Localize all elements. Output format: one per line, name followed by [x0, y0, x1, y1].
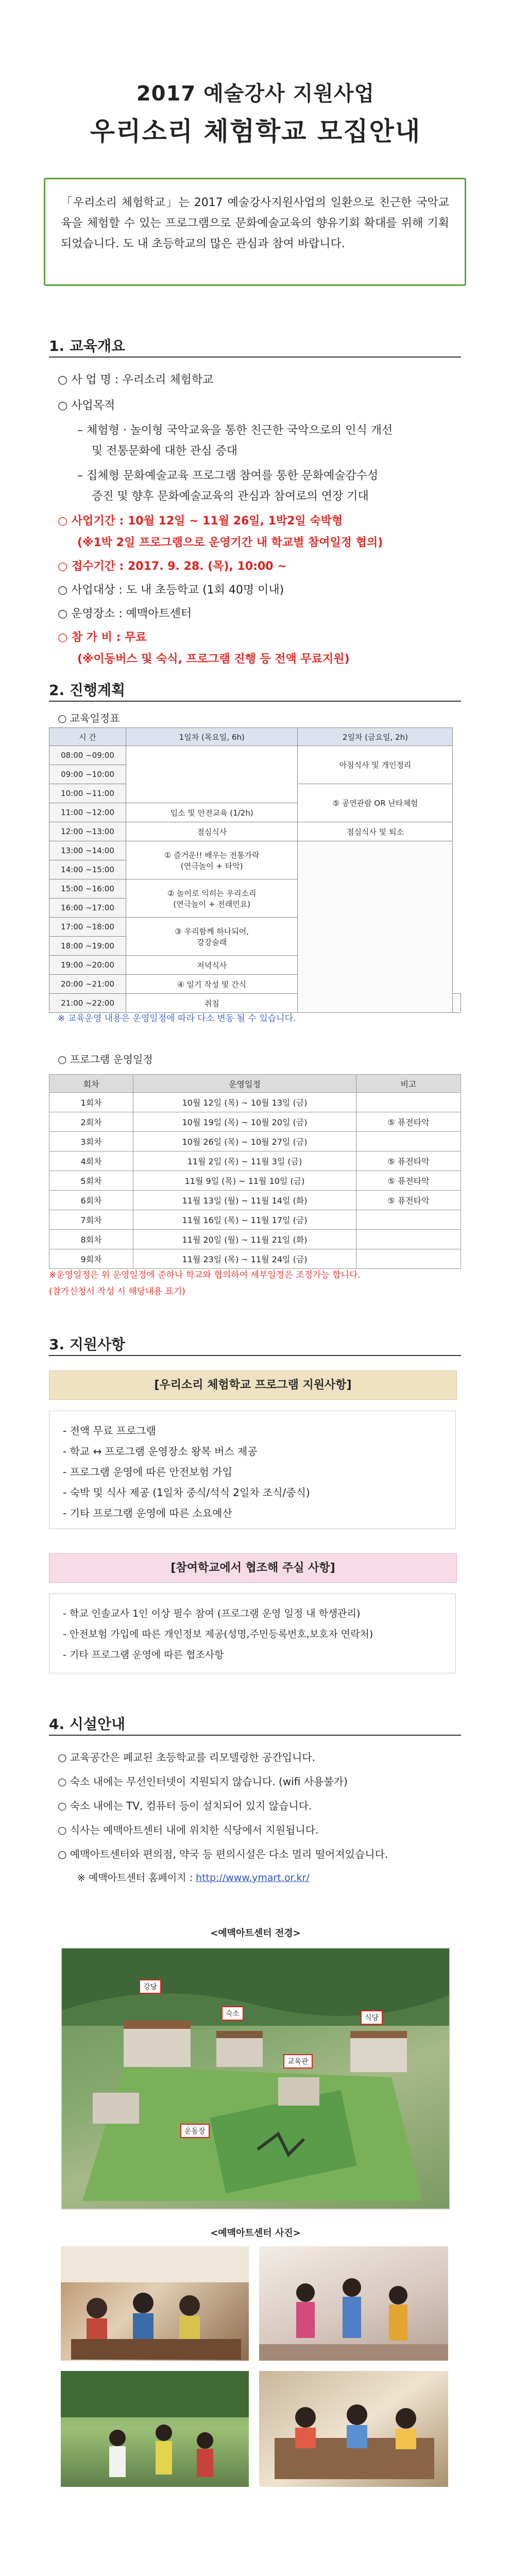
time-cell: 20:00 ~21:00 — [49, 975, 126, 994]
day2-cell: 아침식사 및 개인정리 — [298, 746, 453, 784]
round-cell: 6회차 — [49, 1191, 133, 1210]
time-cell: 16:00 ~17:00 — [49, 899, 126, 918]
round-cell: 1회차 — [49, 1093, 133, 1112]
photo-activity — [259, 2246, 448, 2361]
section-heading-facility: 4. 시설안내 — [49, 1716, 126, 1733]
time-cell: 09:00 ~10:00 — [49, 765, 126, 784]
business-name: ○ 사 업 명 : 우리소리 체험학교 — [58, 374, 214, 386]
daily-schedule-label: ○ 교육일정표 — [58, 712, 120, 724]
round-cell: 3회차 — [49, 1132, 133, 1151]
round-cell: 2회차 — [49, 1112, 133, 1132]
cooperation-box-title: [참여학교에서 협조해 주실 사항] — [49, 1553, 457, 1583]
note-cell — [356, 1093, 461, 1112]
col-header: 비고 — [356, 1075, 461, 1093]
day1-cell: 저녁식사 — [126, 956, 298, 975]
program-note-1: ※운영일정은 위 운영일정에 준하나 학교와 협의하여 세부일정은 조정가능 합니다. — [49, 1270, 361, 1280]
photo-classroom — [61, 2246, 249, 2361]
facility-item: ○ 예맥아트센터와 편의점, 약국 등 편의시설은 다소 멀리 떨어져있습니다. — [58, 1848, 388, 1860]
time-cell: 10:00 ~11:00 — [49, 784, 126, 803]
support-box — [49, 1411, 456, 1529]
table-row — [49, 1171, 461, 1191]
col-header: 1일차 (목요일, 6h) — [126, 728, 298, 746]
list-item: - 학교 ↔ 프로그램 운영장소 왕복 버스 제공 — [63, 1445, 258, 1458]
list-item: - 학교 인솔교사 1인 이상 필수 참여 (프로그램 운영 일정 내 학생관리) — [63, 1608, 361, 1619]
day1-cell: ② 놀이로 익히는 우리소리 (연극놀이 + 전래민요) — [126, 879, 298, 918]
date-cell: 10월 26일 (목) ~ 10월 27일 (금) — [133, 1132, 356, 1151]
aerial-caption: <예맥아트센터 전경> — [210, 1928, 301, 1939]
aerial-illustration — [62, 1948, 449, 2209]
round-cell: 4회차 — [49, 1151, 133, 1171]
program-schedule-table — [49, 1074, 461, 1269]
date-cell: 11월 2일 (목) ~ 11월 3일 (금) — [133, 1151, 356, 1171]
target: ○ 사업대상 : 도 내 초등학교 (1회 40명 이내) — [58, 584, 284, 597]
time-cell: 15:00 ~16:00 — [49, 879, 126, 899]
note-cell — [356, 1210, 461, 1230]
support-box-title: [우리소리 체험학교 프로그램 지원사항] — [49, 1370, 457, 1400]
intro-box: 「우리소리 체험학교」는 2017 예술강사지원사업의 일환으로 친근한 국악교육을 체험할 수 있는 프로그램으로 문화예술교육의 향유기회 확대를 위해 기획되었습니다. 도 내 초등학교의 많은 관심과 참여 바랍니다. — [44, 178, 466, 286]
cooperation-box — [49, 1594, 456, 1673]
date-cell: 10월 19일 (목) ~ 10월 20일 (금) — [133, 1112, 356, 1132]
date-cell: 11월 16일 (목) ~ 11월 17일 (금) — [133, 1210, 356, 1230]
period-note: (※1박 2일 프로그램으로 운영기간 내 학교별 참여일정 협의) — [77, 536, 383, 549]
col-header: 2일차 (금요일, 2h) — [298, 728, 453, 746]
map-label: 강당 — [139, 1979, 161, 1994]
round-cell: 8회차 — [49, 1230, 133, 1249]
daily-schedule-table — [49, 727, 461, 1013]
round-cell: 7회차 — [49, 1210, 133, 1230]
photo-craft-illustration — [259, 2371, 448, 2487]
table-row — [49, 1230, 461, 1249]
day2-empty — [298, 841, 453, 1013]
note-cell — [356, 1230, 461, 1249]
time-cell: 18:00 ~19:00 — [49, 937, 126, 956]
homepage-link[interactable]: http://www.ymart.or.kr/ — [196, 1872, 310, 1884]
date-cell: 11월 23일 (목) ~ 11월 24일 (금) — [133, 1249, 356, 1269]
table-row — [49, 1191, 461, 1210]
table-row — [49, 1249, 461, 1269]
section-divider — [49, 1355, 461, 1356]
program-schedule-label: ○ 프로그램 운영일정 — [58, 1053, 153, 1065]
period: ○ 사업기간 : 10월 12일 ~ 11월 26일, 1박2일 숙박형 — [58, 515, 343, 528]
date-cell: 11월 13일 (월) ~ 11월 14일 (화) — [133, 1191, 356, 1210]
date-cell: 11월 20일 (월) ~ 11월 21일 (화) — [133, 1230, 356, 1249]
purpose-item-1-cont: 및 전통문화에 대한 관심 증대 — [92, 445, 237, 457]
time-cell: 21:00 ~22:00 — [49, 994, 126, 1013]
map-label: 숙소 — [222, 2006, 244, 2021]
purpose-item-2: – 집체형 문화예술교육 프로그램 참여를 통한 문화예술감수성 — [77, 469, 379, 482]
table-row — [49, 1132, 461, 1151]
day1-cell: ③ 우리함께 하나되어, 강강술래 — [126, 918, 298, 956]
list-item: - 안전보험 가입에 따른 개인정보 제공(성명,주민등록번호,보호자 연락처) — [63, 1629, 373, 1640]
date-cell: 10월 12일 (목) ~ 10월 13일 (금) — [133, 1093, 356, 1112]
section-divider — [49, 1735, 461, 1736]
photo-activity-illustration — [259, 2246, 448, 2361]
date-cell: 11월 9일 (목) ~ 11월 10일 (금) — [133, 1171, 356, 1191]
round-cell: 9회차 — [49, 1249, 133, 1269]
col-header: 회차 — [49, 1075, 133, 1093]
time-cell: 17:00 ~18:00 — [49, 918, 126, 937]
purpose-label: ○ 사업목적 — [58, 399, 115, 412]
table-row — [49, 1112, 461, 1132]
aerial-photo — [61, 1947, 450, 2210]
photo-classroom-illustration — [61, 2246, 249, 2361]
list-item: - 기타 프로그램 운영에 따른 소요예산 — [63, 1507, 232, 1519]
facility-item: ○ 교육공간은 폐교된 초등학교를 리모델링한 공간입니다. — [58, 1751, 315, 1764]
section-heading-support: 3. 지원사항 — [49, 1336, 126, 1353]
day2-cell: ⑤ 공연관람 OR 난타체험 — [298, 784, 453, 822]
note-cell: ⑤ 퓨전타악 — [356, 1112, 461, 1132]
day2-empty — [453, 994, 461, 1013]
list-item: - 기타 프로그램 운영에 따른 협조사항 — [63, 1649, 224, 1660]
col-header: 운영일정 — [133, 1075, 356, 1093]
time-cell: 08:00 ~09:00 — [49, 746, 126, 765]
schedule-note: ※ 교육운영 내용은 운영일정에 따라 다소 변동 될 수 있습니다. — [58, 1013, 296, 1024]
table-row — [49, 1151, 461, 1171]
deadline: ○ 접수기간 : 2017. 9. 28. (목), 10:00 ~ — [58, 560, 287, 573]
map-label: 운동장 — [180, 2124, 210, 2138]
section-divider — [49, 357, 461, 358]
note-cell — [356, 1249, 461, 1269]
program-note-2: (참가신청서 작성 시 해당내용 표기) — [49, 1286, 185, 1297]
purpose-item-2-cont: 증진 및 향후 문화예술교육의 관심과 참여로의 연장 기대 — [92, 490, 369, 503]
note-cell — [356, 1132, 461, 1151]
day1-cell: ① 즐거운!! 배우는 전통가락 (연극놀이 + 타악) — [126, 841, 298, 879]
table-row — [49, 1210, 461, 1230]
page-title: 우리소리 체험학교 모집안내 — [90, 116, 421, 146]
col-header: 시 간 — [49, 728, 126, 746]
time-cell: 13:00 ~14:00 — [49, 841, 126, 860]
day1-cell — [126, 746, 298, 803]
section-heading-overview: 1. 교육개요 — [49, 337, 126, 354]
table-row — [49, 1093, 461, 1112]
list-item: - 숙박 및 식사 제공 (1일차 중식/석식 2일차 조식/중식) — [63, 1486, 310, 1499]
section-divider — [49, 701, 461, 702]
map-label: 식당 — [361, 2010, 383, 2025]
time-cell: 19:00 ~20:00 — [49, 956, 126, 975]
list-item: - 프로그램 운영에 따른 안전보험 가입 — [63, 1466, 232, 1478]
list-item: - 전액 무료 프로그램 — [63, 1425, 156, 1437]
photos-caption: <예맥아트센터 사진> — [210, 2228, 301, 2239]
photo-outdoor-illustration — [61, 2371, 249, 2487]
venue: ○ 운영장소 : 예맥아트센터 — [58, 607, 192, 620]
time-cell: 14:00 ~15:00 — [49, 860, 126, 879]
fee-note: (※이동버스 및 숙식, 프로그램 진행 등 전액 무료지원) — [77, 653, 350, 666]
homepage-line — [77, 1870, 310, 1884]
page-subtitle: 2017 예술강사 지원사업 — [136, 82, 375, 106]
day1-cell: ④ 일기 작성 및 간식 — [126, 975, 298, 994]
time-cell: 11:00 ~12:00 — [49, 803, 126, 822]
day1-cell: 취침 — [126, 994, 298, 1013]
facility-item: ○ 숙소 내에는 무선인터넷이 지원되지 않습니다. (wifi 사용불가) — [58, 1775, 348, 1788]
facility-item: ○ 식사는 예맥아트센터 내에 위치한 식당에서 지원됩니다. — [58, 1824, 319, 1836]
day1-cell: 점심식사 — [126, 822, 298, 841]
day2-cell: 점심식사 및 퇴소 — [298, 822, 453, 841]
purpose-item-1: – 체험형 · 놀이형 국악교육을 통한 친근한 국악으로의 인식 개선 — [77, 424, 393, 437]
facility-item: ○ 숙소 내에는 TV, 컴퓨터 등이 설치되어 있지 않습니다. — [58, 1800, 312, 1812]
note-cell: ⑤ 퓨전타악 — [356, 1191, 461, 1210]
time-cell: 12:00 ~13:00 — [49, 822, 126, 841]
round-cell: 5회차 — [49, 1171, 133, 1191]
section-heading-plan: 2. 진행계획 — [49, 682, 126, 699]
photo-outdoor — [61, 2371, 249, 2487]
day1-cell: 입소 및 안전교육 (1/2h) — [126, 803, 298, 822]
note-cell: ⑤ 퓨전타악 — [356, 1171, 461, 1191]
note-cell: ⑤ 퓨전타악 — [356, 1151, 461, 1171]
map-label: 교육관 — [283, 2054, 313, 2069]
homepage-label: ※ 예맥아트센터 홈페이지 : — [77, 1872, 196, 1884]
fee: ○ 참 가 비 : 무료 — [58, 631, 147, 644]
photo-craft — [259, 2371, 448, 2487]
